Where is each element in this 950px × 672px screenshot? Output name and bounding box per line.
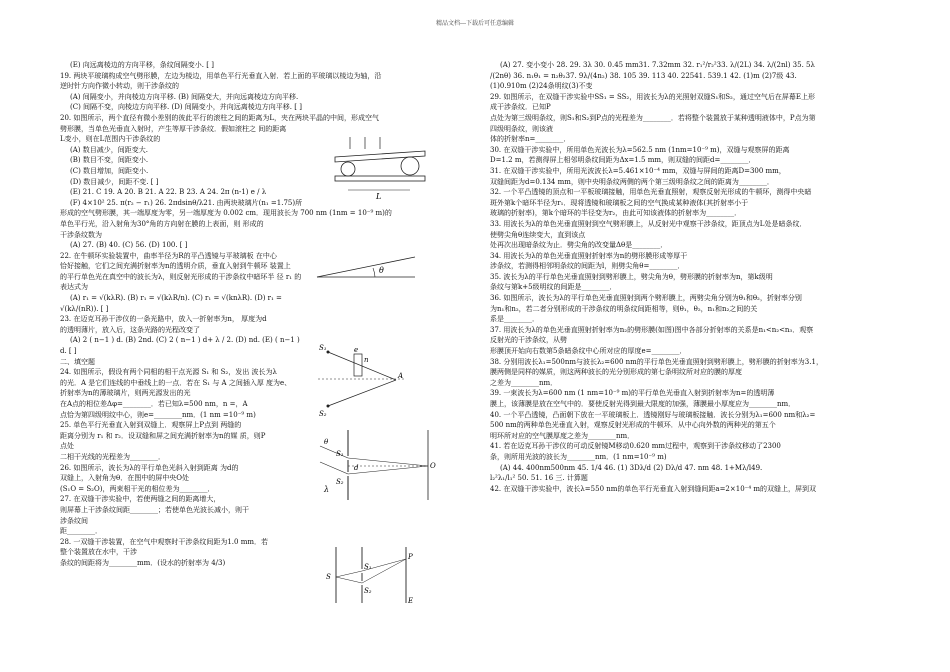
left-column-line: 28. 一双缝干涉装置，在空气中观察时干涉条纹间距为1.0 mm．若 xyxy=(60,537,268,546)
right-column-line: 30. 在双缝干涉实验中，所用单色光波长为λ=562.5 nm (1nm=10⁻⁹ m)，双缝与观察屏的距离 xyxy=(490,145,790,154)
figure-two-sources xyxy=(318,340,408,420)
left-column-line: 27. 在双缝干涉实验中，若使两缝之间的距离增大， xyxy=(60,495,221,504)
left-column-line: (A) 2 ( n−1 ) d. (B) 2nd. (C) 2 ( n−1 ) d+ λ / 2. (D) nd. (E) ( n−1 ) xyxy=(70,336,300,345)
right-column-line: 形膜顶开始向右数第5条暗条纹中心所对应的厚度e=________． xyxy=(490,347,687,356)
right-column-line: 33. 用波长为λ的单色光垂直照射到空气劈形膜上，从反射光中观察干涉条纹，距顶点为L处是暗条纹． xyxy=(490,219,807,228)
svg-text:S: S xyxy=(326,573,331,581)
right-column-line: 涉条纹，若测得相邻明条纹的间距为l，则劈尖角θ=________． xyxy=(490,262,685,271)
right-column-line: 点处为第三级明条纹，则S₁和S₂到P点的光程差为________．若将整个装置放于某种透明液体中，P点为第 xyxy=(490,113,816,122)
right-column-line: 38. 分别用波长λ₁=500nm与波长λ₂=600 nm的平行单色光垂直照射到劈形膜上，劈形膜的折射率为3.1， xyxy=(490,357,823,366)
right-column-line: 40. 一个平凸透镜，凸面朝下放在一平玻璃板上．透镜刚好与玻璃板接触．波长分别为λ₁=600 nm和λ₂= xyxy=(490,410,816,419)
right-column-line: 明环所对应的空气膜厚度之差为________nm． xyxy=(490,431,635,440)
left-column-line: (A) 间隔变小，并向棱边方向平移. (B) 间隔变大，并向远离棱边方向平移. xyxy=(70,92,299,101)
right-column-line: 处再次出现暗条纹为止．劈尖角的改变量Δθ是________． xyxy=(490,241,668,250)
right-column-line: /(2nθ) 36. n₁θ₁ = n₂θ₂37. 9λ/(4n₂) 38. 105 39. 113 40. 22541. 539.1 42. (1)m (2)7级 43. xyxy=(490,71,797,80)
figure-young-double-slit xyxy=(318,545,418,605)
right-column-line: 41. 若在迈克耳孙干涉仪的可动反射镜M移动0.620 mm过程中，观察到干涉条纹移动了2300 xyxy=(490,442,781,451)
right-column-line: 34. 用波长为λ的单色光垂直照射折射率为n的劈形膜形成等厚干 xyxy=(490,251,688,260)
right-column-line: 双缝间距为d=0.134 mm，则中央明条纹两侧的两个第三级明条纹之间的距离为________． xyxy=(490,177,774,186)
figure-double-slit-oblique xyxy=(318,430,438,500)
left-column-line: √(kλ/(nR)). [ ] xyxy=(60,304,109,313)
right-column-line: 使劈尖角θ连续变大，直到该点 xyxy=(490,230,586,239)
svg-text:E: E xyxy=(408,597,414,605)
svg-text:S₂: S₂ xyxy=(319,410,327,418)
svg-text:θ: θ xyxy=(379,266,384,275)
right-column-line: 39. 一束波长为λ=600 nm (1 nm=10⁻⁹ m)的平行单色光垂直入射到折射率为n=的透明薄 xyxy=(490,389,775,398)
right-column xyxy=(490,60,900,494)
right-column-line: 条纹与第k+5级明纹的间距是________． xyxy=(490,283,617,292)
left-column-line: 22. 在牛顿环实验装置中，曲率半径为R的平凸透镜与平玻璃板 在中心 xyxy=(60,251,277,260)
left-column-line: 距离分别为 r₁ 和 r₂．设双缝和屏之间充满折射率为n的媒 质，则P xyxy=(60,431,266,440)
svg-text:S₁: S₁ xyxy=(319,344,327,352)
right-column-line: 为n₁和n₂，若二者分别形成的干涉条纹的明条纹间距相等，则θ₁，θ₂，n₁和n₂之间的关 xyxy=(490,304,758,313)
svg-text:e: e xyxy=(354,346,359,354)
left-column-line: (E) 21. C 19. A 20. B 21. A 22. B 23. A 24. 2π (n-1) e / λ xyxy=(70,188,267,197)
left-column-line: 双缝上，入射角为θ．在图中的屏中央O处 xyxy=(60,474,189,483)
right-column-line: 系是________． xyxy=(490,315,539,324)
right-column-line: 体的折射率n=________． xyxy=(490,135,571,144)
left-column-line: 点处 xyxy=(60,442,74,451)
left-column-line: 整个装置放在水中，干涉 xyxy=(60,548,137,557)
svg-text:S₂: S₂ xyxy=(336,478,344,486)
left-column-line: 23. 在迈克耳孙干涉仪的一条光路中，放入一折射率为n， 厚度为d xyxy=(60,315,267,324)
right-column-line: 成干涉条纹．已知P xyxy=(490,103,551,112)
right-column-line: 玻璃的折射率)，第k个暗环的半径变为r₂，由此可知该液体的折射率为________． xyxy=(490,209,742,218)
right-column-line: 42. 在双缝干涉实验中，波长λ=550 nm的单色平行光垂直入射到缝间距a=2×10⁻⁴ m的双缝上，屏到双 xyxy=(490,484,817,493)
right-column-line: 反射光的干涉条纹，从劈 xyxy=(490,336,567,345)
right-column-line: (A) 44. 400nm500nm 45. 1/4 46. (1) 3Dλ/d (2) Dλ/d 47. nm 48. 1+Mλ/l49. xyxy=(500,463,763,472)
left-column-line: L变小，则在L范围内干涉条纹的 xyxy=(60,135,161,144)
left-column-line: 表达式为 xyxy=(60,283,88,292)
left-column-line: 干涉条纹数为 xyxy=(60,230,102,239)
left-column-line: 劈形膜，当单色光垂直入射时，产生等厚干涉条纹．假如滚柱之 间的距离 xyxy=(60,124,287,133)
left-column-line: (B) 数目不变，间距变小. xyxy=(70,156,149,165)
svg-text:S₁: S₁ xyxy=(364,563,372,571)
left-column-line: 在A点的相位差Δφ=________．若已知λ=500 nm，n =，A xyxy=(60,400,248,408)
left-column-line: 逆时针方向作微小转动，则干涉条纹的 xyxy=(60,82,179,91)
left-column-line: 24. 如图所示，假设有两个同相的相干点光源 S₁ 和 S₂，发出 波长为λ xyxy=(60,368,277,377)
left-column-line: 26. 如图所示，波长为λ的平行单色光斜入射到距离 为d的 xyxy=(60,463,239,472)
left-column-line: 条纹的间距将为________mm．(设水的折射率为 4/3) xyxy=(60,558,226,567)
left-column-line: 二相干光线的光程差为________． xyxy=(60,452,165,461)
right-column-line: 斑外第k个暗环半径为r₁．现将透镜和玻璃板之间的空气换成某种液体(其折射率小于 xyxy=(490,198,749,207)
left-column-line: (S₁O = S₂O)，两束相干光的相位差为________． xyxy=(60,484,215,493)
left-column-line: 25. 单色平行光垂直入射到双缝上．观察屏上P点到 两缝的 xyxy=(60,421,242,430)
left-column-line: 的光．A 是它们连线的中垂线上的一点．若在 S₁ 与 A 之间插入厚 度为e、 xyxy=(60,378,292,387)
left-column-line: 单色平行光，沿入射角为30°角的方向射在膜的上表面，则 形成的 xyxy=(60,219,264,228)
left-column-line: (F) 4×10² 25. π(r₂ − r₁) 26. 2πdsinθ/λ21. 由两块玻璃片(n₁ =1.75)所 xyxy=(70,198,303,207)
left-column-line: 形成的空气劈形膜，其一端厚度为零，另一端厚度为 0.002 cm．现用波长为 700 nm (1nm = 10⁻⁹ m)的 xyxy=(60,209,392,218)
left-column-line: 的平行单色光在真空中的波长为λ，则反射光形成的干涉条纹中暗环半 径 r₁ 的 xyxy=(60,272,302,281)
left-column-line: (C) 数目增加，间距变小. xyxy=(70,166,149,175)
left-column-line: 恰好接触，它们之间充满折射率为n的透明介质，垂直入射到牛顿环 装置上 xyxy=(60,262,291,271)
right-column-line: 36. 如图所示，波长为λ的平行单色光垂直照射到两个劈形膜上，两劈尖角分别为θ₁和θ₂，折射率分别 xyxy=(490,294,802,303)
left-column-line: (A) 数目减少，间距变大. xyxy=(70,145,148,154)
right-column-line: 31. 在双缝干涉实验中，所用光波波长λ=5.461×10⁻⁴ mm，双缝与屏间的距离D=300 mm， xyxy=(490,166,786,175)
left-column-line: 二、填空题 xyxy=(60,357,95,366)
figure-wedge xyxy=(315,253,420,281)
left-column-line: 涉条纹间 xyxy=(60,516,88,525)
left-column-line: d. [ ] xyxy=(60,347,77,356)
right-column-line: 膜上，该薄膜是放在空气中的．要使反射光得到最大限度的加强，薄膜最小厚度应为________nm． xyxy=(490,400,796,408)
svg-text:S₁: S₁ xyxy=(336,450,344,458)
svg-text:O: O xyxy=(430,462,436,470)
right-column-line: 29. 如图所示，在双缝干涉实验中SS₁ = SS₂，用波长为λ的光照射双缝S₁和S₂，通过空气后在屏幕E上形 xyxy=(490,92,815,101)
left-column-line: (D) 数目减少，间距不变. [ ] xyxy=(70,177,159,186)
left-column-line: (E) 向远离棱边的方向平移，条纹间隔变小. [ ] xyxy=(70,61,214,69)
svg-text:A: A xyxy=(398,372,404,380)
left-column-line: 的透明薄片，放入后，这条光路的光程改变了 xyxy=(60,325,200,334)
right-column-line: (A) 27. 变小变小 28. 29. 3λ 30. 0.45 mm31. 7.32mm 32. r₁²/r₂²33. λ/(2L) 34. λ/(2nl) 35. 5λ xyxy=(500,61,815,69)
right-column-line: 膜两侧是同样的媒质，则这两种波长的光分别形成的第七条明纹所对应的膜的厚度 xyxy=(490,368,742,377)
page-header: 精品文档---下载后可任意编辑 xyxy=(435,20,515,27)
left-column-line: 则屏幕上干涉条纹间距________；若使单色光波长减小，则干 xyxy=(60,505,249,514)
left-column-line: (A) r₁ = √(kλR). (B) r₁ = √(kλR/n). (C) r₁ = √(knλR). (D) r₁ = xyxy=(70,294,282,303)
right-column-line: 500 nm的两种单色光垂直入射，观察反射光形成的牛顿环．从中心向外数的两种光的第五个 xyxy=(490,421,776,430)
left-column-line: (A) 27. (B) 40. (C) 56. (D) 100. [ ] xyxy=(70,241,188,250)
right-column-line: 之差为________nm． xyxy=(490,378,558,387)
right-column-line: 32. 一个平凸透镜的顶点和一平板玻璃接触，用单色光垂直照射，观察反射光形成的牛顿环，测得中央暗 xyxy=(490,188,812,197)
left-column-line: 20. 如图所示，两个直径有微小差别的彼此平行的滚柱之间的距离为L，夹在两块平晶的中间，形成空气 xyxy=(60,113,380,122)
svg-text:P: P xyxy=(408,553,413,561)
right-column-line: 四级明条纹，则该液 xyxy=(490,124,553,133)
right-column-line: D=1.2 m，若测得屏上相邻明条纹间距为Δx=1.5 mm，则双缝的间距d=________． xyxy=(490,156,756,165)
svg-text:d: d xyxy=(354,464,359,472)
left-column-line: 距________． xyxy=(60,527,102,536)
right-column-line: (1)0.910m (2)24条明纹(3)不变 xyxy=(490,82,593,91)
right-column-line: 37. 用波长为λ的单色光垂直照射折射率为n₂的劈形膜(如图)图中各部分折射率的关系是n₁<n₂<n₃．观察 xyxy=(490,325,814,334)
svg-text:S₂: S₂ xyxy=(364,587,372,595)
left-column-line: 点恰为第四级明纹中心，则e=________nm．(1 nm =10⁻⁹ m) xyxy=(60,410,256,419)
svg-text:λ: λ xyxy=(324,485,330,494)
svg-text:θ: θ xyxy=(324,438,329,446)
figure-rollers xyxy=(330,135,430,205)
right-column-line: 条，则所用光波的波长为________nm．(1 nm=10⁻⁹ m) xyxy=(490,452,667,461)
figure-rollers-label: L xyxy=(376,192,382,201)
left-column-line: 19. 两块平玻璃构成空气劈形膜，左边为棱边，用单色平行光垂直入射．若上面的平玻璃以棱边为轴，沿 xyxy=(60,71,382,80)
left-column-line: 折射率为n的薄玻璃片，则两光源发出的光 xyxy=(60,389,191,398)
svg-text:n: n xyxy=(364,356,369,364)
right-column-line: 35. 波长为λ的平行单色光垂直照射到劈形膜上，劈尖角为θ，劈形膜的折射率为n，第k级明 xyxy=(490,272,773,281)
left-column-line: (C) 间隔不变，向棱边方向平移. (D) 间隔变小，并向远离棱边方向平移. [ ] xyxy=(70,103,302,112)
right-column-line: l₂²λ₁/l₁² 50. 51. 16 三. 计算题 xyxy=(490,474,588,483)
